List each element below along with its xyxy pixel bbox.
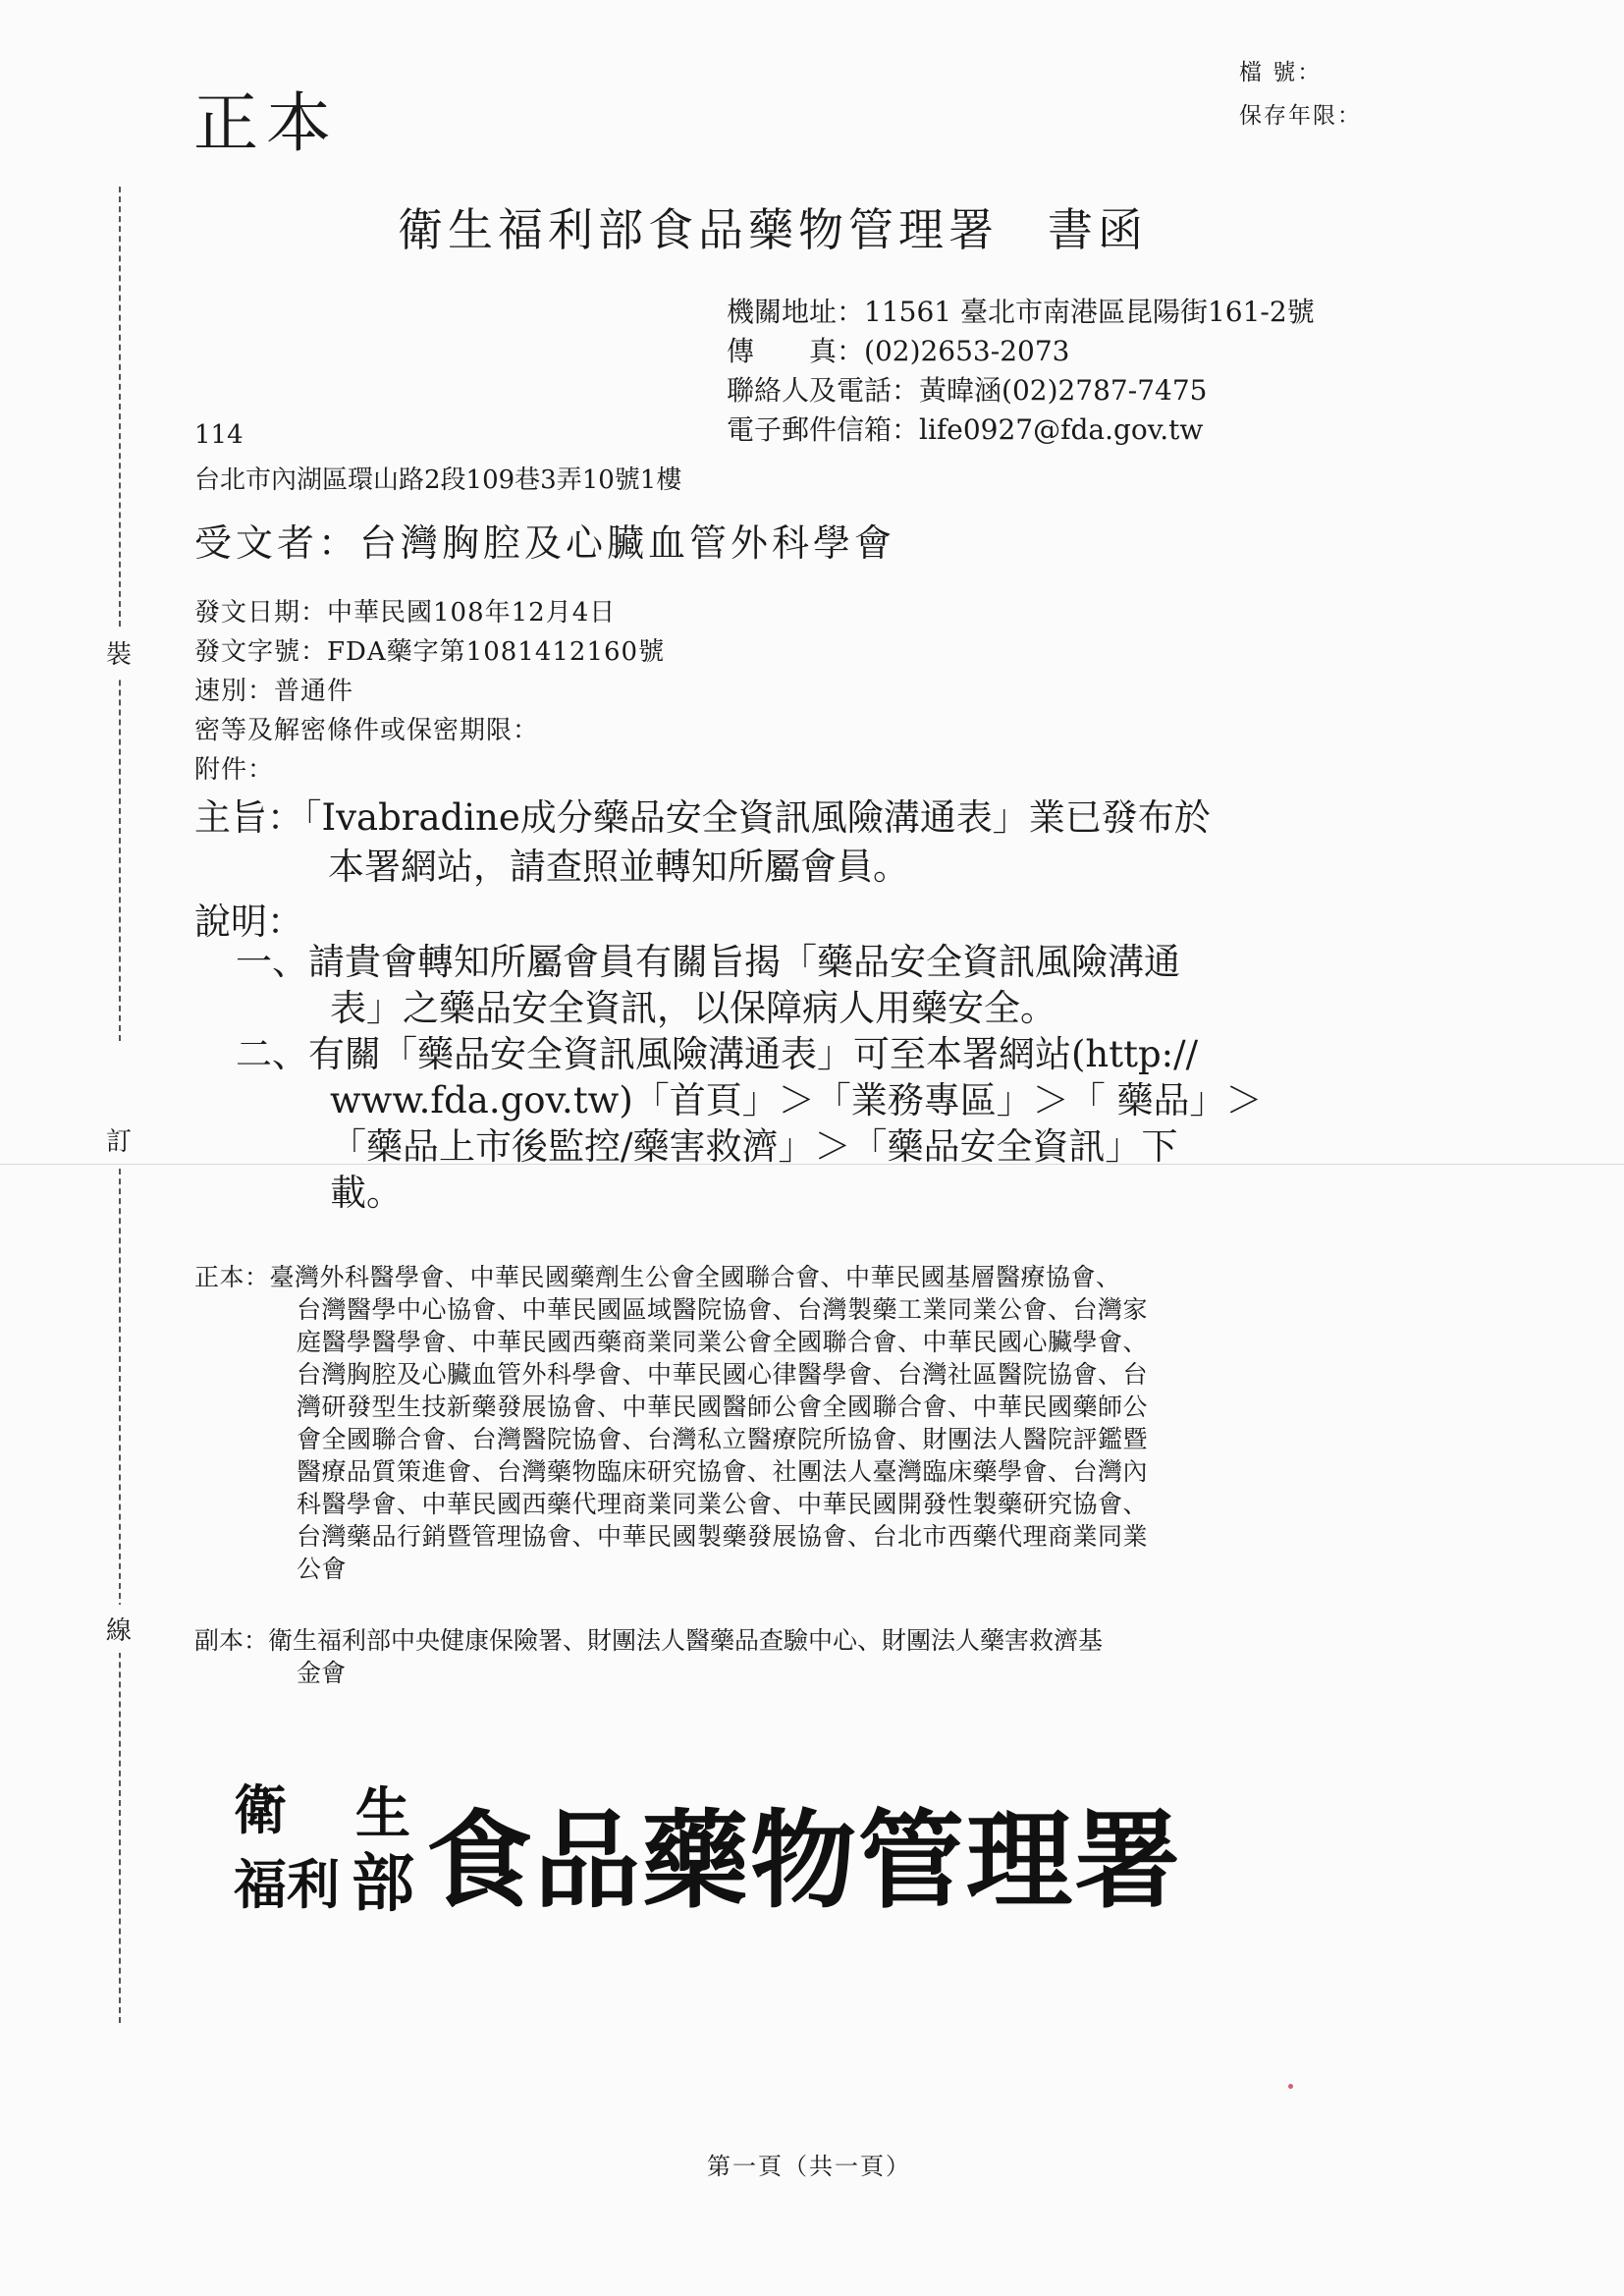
binding-mark-order: 訂	[106, 1116, 132, 1164]
contact-label: 電子郵件信箱：	[727, 413, 920, 446]
attachment: 附件：	[194, 755, 275, 785]
contact-row	[727, 332, 1315, 371]
document-title	[398, 194, 1148, 259]
retention-label: 保存年限：	[1239, 103, 1362, 129]
recipient: 受文者：台灣胸腔及心臟血管外科學會	[194, 521, 896, 565]
secrecy-level: 密等及解密條件或保密期限：	[194, 716, 540, 745]
cc-line: 金會	[297, 1659, 347, 1687]
contact-row	[727, 410, 1315, 450]
page-number: 第一頁（共一頁）	[707, 2153, 911, 2180]
distribution-line: 會全國聯合會、台灣醫院協會、台灣私立醫療院所協會、財團法人醫院評鑑暨	[297, 1425, 1149, 1453]
contact-row	[727, 371, 1315, 410]
explanation-item-2-cont: 載。	[330, 1172, 403, 1214]
issue-date: 發文日期：中華民國108年12月4日	[194, 598, 617, 628]
contact-label: 機關地址：	[727, 296, 865, 328]
seal-char-small: 生	[355, 1781, 410, 1846]
distribution-line: 科醫學會、中華民國西藥代理商業同業公會、中華民國開發性製藥研究協會、	[297, 1490, 1149, 1518]
recipient-zip: 114	[194, 420, 244, 450]
contact-label: 聯絡人及電話：	[727, 374, 920, 407]
doc-type: 書函	[1048, 203, 1148, 256]
ink-dot	[1288, 2084, 1293, 2089]
contact-label: 傳 真：	[727, 335, 865, 367]
official-seal	[226, 1768, 1183, 1935]
binding-line-top	[119, 187, 121, 1041]
distribution-line: 正本：臺灣外科醫學會、中華民國藥劑生公會全國聯合會、中華民國基層醫療協會、	[194, 1263, 1121, 1291]
explanation-body	[236, 939, 1263, 1216]
explanation-item-2: 二、有關「藥品安全資訊風險溝通表」可至本署網站(http://	[236, 1033, 1199, 1075]
seal-char-small: 衛	[234, 1778, 287, 1841]
binding-line-bottom	[119, 1159, 121, 2023]
speed-class: 速別：普通件	[194, 677, 354, 706]
contact-value: (02)2653-2073	[864, 335, 1070, 367]
explanation-heading: 說明：	[194, 901, 303, 943]
subject-line: 主旨：「Ivabradine成分藥品安全資訊風險溝通表」業已發布於	[194, 796, 1211, 839]
distribution-line: 灣研發型生技新藥發展協會、中華民國醫師公會全國聯合會、中華民國藥師公	[297, 1393, 1149, 1421]
binding-mark-bind: 裝	[106, 629, 132, 677]
contact-value: 黃暐涵(02)2787-7475	[919, 374, 1208, 407]
copy-mark: 正本	[193, 85, 339, 161]
cc-line: 副本：衛生福利部中央健康保險署、財團法人醫藥品查驗中心、財團法人藥害救濟基	[194, 1626, 1104, 1655]
file-info	[1239, 51, 1362, 137]
explanation-item-2-cont: www.fda.gov.tw)「首頁」＞「業務專區」＞「 藥品」＞	[330, 1079, 1263, 1121]
recipient-address: 台北市內湖區環山路2段109巷3弄10號1樓	[194, 465, 682, 495]
contact-row	[727, 293, 1315, 332]
contact-email: life0927@fda.gov.tw	[919, 413, 1204, 446]
subject	[194, 793, 1211, 892]
explanation-item-1: 一、請貴會轉知所屬會員有關旨揭「藥品安全資訊風險溝通	[236, 941, 1180, 983]
document-meta	[194, 593, 665, 790]
distribution-list	[194, 1261, 1148, 1585]
distribution-line: 庭醫學醫學會、中華民國西藥商業同業公會全國聯合會、中華民國心臟學會、	[297, 1328, 1149, 1356]
cc-list	[194, 1624, 1103, 1689]
seal-char-small: 福利	[234, 1853, 340, 1916]
org-name: 衛生福利部食品藥物管理署	[398, 203, 999, 256]
binding-mark-line: 線	[106, 1605, 132, 1653]
seal-char-small: 部	[352, 1847, 414, 1921]
document-number: 發文字號：FDA藥字第1081412160號	[194, 637, 666, 667]
contact-block	[727, 293, 1315, 450]
distribution-line: 台灣醫學中心協會、中華民國區域醫院協會、台灣製藥工業同業公會、台灣家	[297, 1295, 1149, 1324]
distribution-line: 公會	[297, 1555, 348, 1583]
subject-line: 本署網站，請查照並轉知所屬會員。	[328, 846, 909, 888]
distribution-line: 醫療品質策進會、台灣藥物臨床研究協會、社團法人臺灣臨床藥學會、台灣內	[297, 1457, 1149, 1486]
seal-main-text: 食品藥物管理署	[426, 1799, 1183, 1923]
contact-value: 11561 臺北市南港區昆陽街161-2號	[864, 296, 1315, 328]
distribution-line: 台灣胸腔及心臟血管外科學會、中華民國心律醫學會、台灣社區醫院協會、台	[297, 1360, 1149, 1389]
file-number-label: 檔 號：	[1239, 60, 1323, 85]
distribution-line: 台灣藥品行銷暨管理協會、中華民國製藥發展協會、台北市西藥代理商業同業	[297, 1522, 1149, 1551]
explanation-item-2-cont: 「藥品上市後監控/藥害救濟」＞「藥品安全資訊」下	[330, 1125, 1178, 1168]
explanation-item-1-cont: 表」之藥品安全資訊，以保障病人用藥安全。	[330, 987, 1056, 1029]
